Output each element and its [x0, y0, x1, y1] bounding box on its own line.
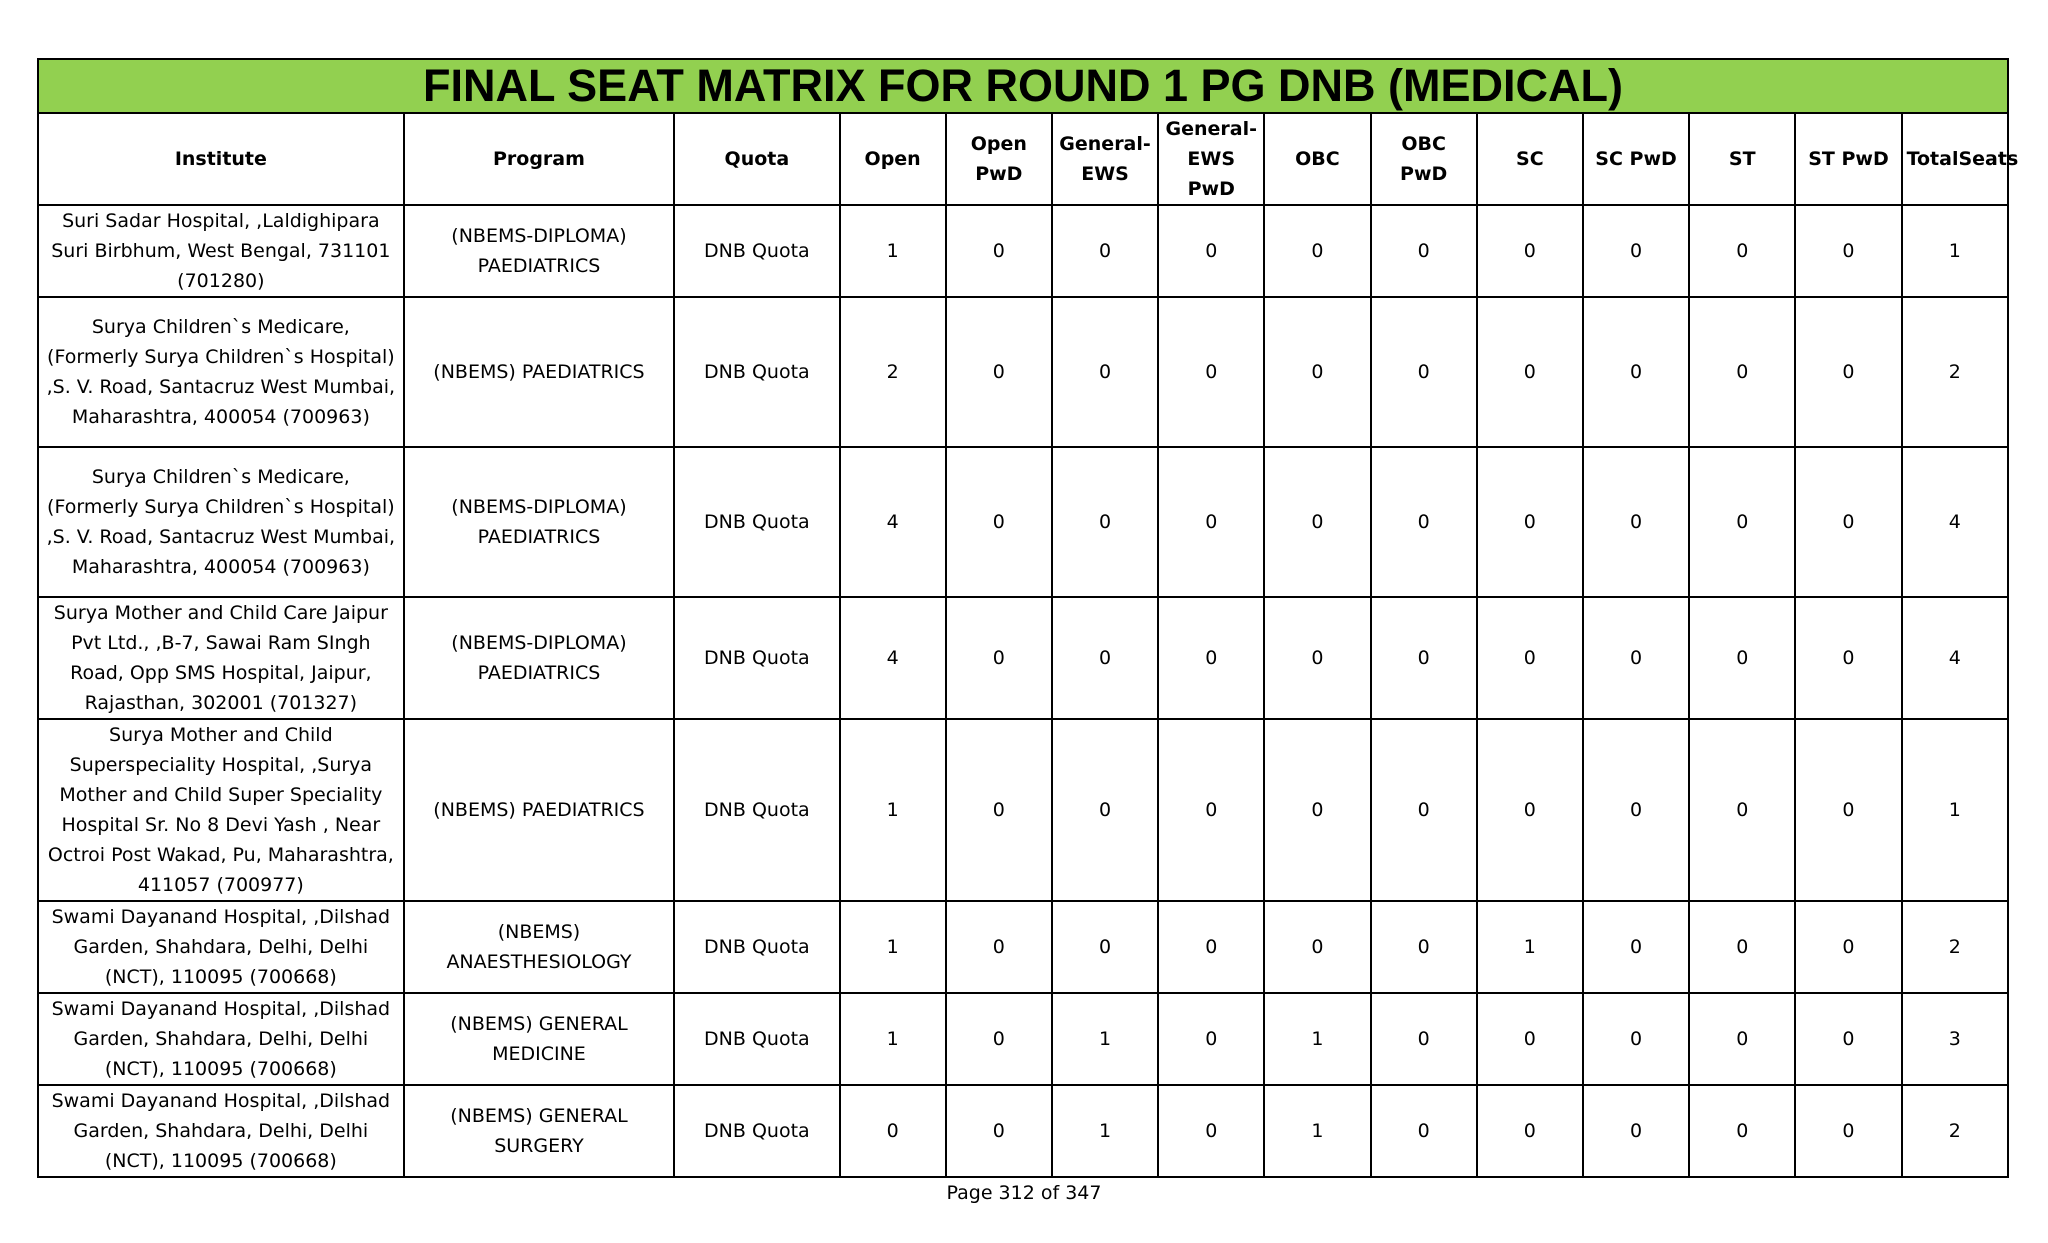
- sc-cell: 1: [1477, 901, 1583, 993]
- table-row: [38, 901, 2008, 993]
- obc-cell: 0: [1264, 719, 1370, 901]
- column-header: Program: [404, 113, 675, 205]
- gen-ews-pwd-cell: 0: [1158, 901, 1264, 993]
- program-cell: (NBEMS) GENERAL MEDICINE: [404, 993, 675, 1085]
- seat-matrix-table: [37, 58, 2019, 1178]
- program-cell: (NBEMS-DIPLOMA) PAEDIATRICS: [404, 447, 675, 597]
- open-cell: 1: [840, 205, 946, 297]
- program-cell: (NBEMS) GENERAL SURGERY: [404, 1085, 675, 1177]
- total-cell: 4: [1902, 447, 2008, 597]
- table-row: [38, 1085, 2008, 1177]
- column-header: Institute: [38, 113, 404, 205]
- institute-cell: Swami Dayanand Hospital, ,Dilshad Garden, Shahdara, Delhi, Delhi (NCT), 110095 (700668): [38, 993, 404, 1085]
- program-cell: (NBEMS-DIPLOMA) PAEDIATRICS: [404, 205, 675, 297]
- sc-cell: 0: [1477, 597, 1583, 719]
- program-cell: (NBEMS) ANAESTHESIOLOGY: [404, 901, 675, 993]
- obc-pwd-cell: 0: [1371, 297, 1477, 447]
- open-cell: 1: [840, 993, 946, 1085]
- gen-ews-pwd-cell: 0: [1158, 447, 1264, 597]
- institute-cell: Surya Mother and Child Care Jaipur Pvt Ltd., ,B-7, Sawai Ram SIngh Road, Opp SMS Hospital, Jaipur, Rajasthan, 302001 (701327): [38, 597, 404, 719]
- obc-pwd-cell: 0: [1371, 901, 1477, 993]
- gen-ews-cell: 0: [1052, 297, 1158, 447]
- open-pwd-cell: 0: [946, 993, 1052, 1085]
- table-row: [38, 597, 2008, 719]
- total-cell: 1: [1902, 719, 2008, 901]
- st-cell: 0: [1689, 297, 1795, 447]
- gen-ews-pwd-cell: 0: [1158, 597, 1264, 719]
- obc-cell: 0: [1264, 205, 1370, 297]
- column-header: Open PwD: [946, 113, 1052, 205]
- total-cell: 1: [1902, 205, 2008, 297]
- gen-ews-cell: 0: [1052, 205, 1158, 297]
- column-header: Quota: [674, 113, 839, 205]
- st-cell: 0: [1689, 205, 1795, 297]
- st-pwd-cell: 0: [1795, 597, 1901, 719]
- open-pwd-cell: 0: [946, 901, 1052, 993]
- obc-pwd-cell: 0: [1371, 205, 1477, 297]
- gen-ews-pwd-cell: 0: [1158, 205, 1264, 297]
- gen-ews-cell: 1: [1052, 1085, 1158, 1177]
- gen-ews-cell: 0: [1052, 447, 1158, 597]
- open-cell: 1: [840, 719, 946, 901]
- sc-pwd-cell: 0: [1583, 1085, 1689, 1177]
- table-row: [38, 205, 2008, 297]
- total-cell: 2: [1902, 901, 2008, 993]
- st-cell: 0: [1689, 447, 1795, 597]
- sc-pwd-cell: 0: [1583, 597, 1689, 719]
- sc-cell: 0: [1477, 993, 1583, 1085]
- open-pwd-cell: 0: [946, 447, 1052, 597]
- gen-ews-pwd-cell: 0: [1158, 993, 1264, 1085]
- open-cell: 2: [840, 297, 946, 447]
- column-header: OBC PwD: [1371, 113, 1477, 205]
- sc-cell: 0: [1477, 1085, 1583, 1177]
- total-cell: 3: [1902, 993, 2008, 1085]
- obc-pwd-cell: 0: [1371, 597, 1477, 719]
- institute-cell: Swami Dayanand Hospital, ,Dilshad Garden, Shahdara, Delhi, Delhi (NCT), 110095 (700668): [38, 901, 404, 993]
- page-title: FINAL SEAT MATRIX FOR ROUND 1 PG DNB (MEDICAL): [38, 59, 2008, 113]
- table-row: [38, 297, 2008, 447]
- column-header-row: [38, 113, 2008, 205]
- column-header: ST: [1689, 113, 1795, 205]
- institute-cell: Surya Children`s Medicare, (Formerly Surya Children`s Hospital) ,S. V. Road, Santacruz West Mumbai, Maharashtra, 400054 (700963): [38, 297, 404, 447]
- sc-pwd-cell: 0: [1583, 901, 1689, 993]
- gen-ews-cell: 0: [1052, 597, 1158, 719]
- column-header: Open: [840, 113, 946, 205]
- column-header: General-EWS PwD: [1158, 113, 1264, 205]
- gen-ews-cell: 1: [1052, 993, 1158, 1085]
- open-pwd-cell: 0: [946, 1085, 1052, 1177]
- quota-cell: DNB Quota: [674, 205, 839, 297]
- gen-ews-pwd-cell: 0: [1158, 719, 1264, 901]
- st-pwd-cell: 0: [1795, 1085, 1901, 1177]
- open-cell: 4: [840, 447, 946, 597]
- obc-cell: 0: [1264, 297, 1370, 447]
- st-pwd-cell: 0: [1795, 719, 1901, 901]
- institute-cell: Swami Dayanand Hospital, ,Dilshad Garden, Shahdara, Delhi, Delhi (NCT), 110095 (700668): [38, 1085, 404, 1177]
- institute-cell: Suri Sadar Hospital, ,Laldighipara Suri Birbhum, West Bengal, 731101 (701280): [38, 205, 404, 297]
- gen-ews-pwd-cell: 0: [1158, 297, 1264, 447]
- quota-cell: DNB Quota: [674, 297, 839, 447]
- column-header: SC PwD: [1583, 113, 1689, 205]
- quota-cell: DNB Quota: [674, 1085, 839, 1177]
- table-row: [38, 719, 2008, 901]
- obc-cell: 1: [1264, 1085, 1370, 1177]
- sc-cell: 0: [1477, 205, 1583, 297]
- program-cell: (NBEMS-DIPLOMA) PAEDIATRICS: [404, 597, 675, 719]
- program-cell: (NBEMS) PAEDIATRICS: [404, 719, 675, 901]
- sc-pwd-cell: 0: [1583, 205, 1689, 297]
- sc-pwd-cell: 0: [1583, 993, 1689, 1085]
- st-pwd-cell: 0: [1795, 901, 1901, 993]
- column-header: OBC: [1264, 113, 1370, 205]
- sc-pwd-cell: 0: [1583, 297, 1689, 447]
- sc-pwd-cell: 0: [1583, 447, 1689, 597]
- page-number: Page 312 of 347: [946, 1182, 1102, 1204]
- gen-ews-cell: 0: [1052, 719, 1158, 901]
- st-cell: 0: [1689, 993, 1795, 1085]
- institute-cell: Surya Mother and Child Superspeciality Hospital, ,Surya Mother and Child Super Speciality Hospital Sr. No 8 Devi Yash , Near Octroi Post Wakad, Pu, Maharashtra, 411057 (700977): [38, 719, 404, 901]
- gen-ews-cell: 0: [1052, 901, 1158, 993]
- st-cell: 0: [1689, 901, 1795, 993]
- sc-cell: 0: [1477, 297, 1583, 447]
- table-row: [38, 993, 2008, 1085]
- open-pwd-cell: 0: [946, 597, 1052, 719]
- sc-cell: 0: [1477, 719, 1583, 901]
- obc-cell: 0: [1264, 447, 1370, 597]
- quota-cell: DNB Quota: [674, 719, 839, 901]
- obc-cell: 0: [1264, 901, 1370, 993]
- seat-matrix-sheet: [37, 58, 2019, 1178]
- obc-pwd-cell: 0: [1371, 447, 1477, 597]
- obc-pwd-cell: 0: [1371, 1085, 1477, 1177]
- st-pwd-cell: 0: [1795, 205, 1901, 297]
- quota-cell: DNB Quota: [674, 447, 839, 597]
- st-cell: 0: [1689, 597, 1795, 719]
- table-row: [38, 447, 2008, 597]
- column-header: TotalSeats: [1902, 113, 2008, 205]
- obc-cell: 1: [1264, 993, 1370, 1085]
- column-header: ST PwD: [1795, 113, 1901, 205]
- gen-ews-pwd-cell: 0: [1158, 1085, 1264, 1177]
- sc-cell: 0: [1477, 447, 1583, 597]
- total-cell: 4: [1902, 597, 2008, 719]
- total-cell: 2: [1902, 297, 2008, 447]
- st-pwd-cell: 0: [1795, 993, 1901, 1085]
- column-header: SC: [1477, 113, 1583, 205]
- total-cell: 2: [1902, 1085, 2008, 1177]
- column-header: General-EWS: [1052, 113, 1158, 205]
- sc-pwd-cell: 0: [1583, 719, 1689, 901]
- st-cell: 0: [1689, 719, 1795, 901]
- obc-pwd-cell: 0: [1371, 993, 1477, 1085]
- open-pwd-cell: 0: [946, 297, 1052, 447]
- institute-cell: Surya Children`s Medicare, (Formerly Surya Children`s Hospital) ,S. V. Road, Santacruz West Mumbai, Maharashtra, 400054 (700963): [38, 447, 404, 597]
- obc-cell: 0: [1264, 597, 1370, 719]
- open-pwd-cell: 0: [946, 205, 1052, 297]
- obc-pwd-cell: 0: [1371, 719, 1477, 901]
- open-cell: 1: [840, 901, 946, 993]
- open-cell: 0: [840, 1085, 946, 1177]
- quota-cell: DNB Quota: [674, 993, 839, 1085]
- open-cell: 4: [840, 597, 946, 719]
- open-pwd-cell: 0: [946, 719, 1052, 901]
- st-pwd-cell: 0: [1795, 447, 1901, 597]
- st-pwd-cell: 0: [1795, 297, 1901, 447]
- program-cell: (NBEMS) PAEDIATRICS: [404, 297, 675, 447]
- st-cell: 0: [1689, 1085, 1795, 1177]
- quota-cell: DNB Quota: [674, 597, 839, 719]
- quota-cell: DNB Quota: [674, 901, 839, 993]
